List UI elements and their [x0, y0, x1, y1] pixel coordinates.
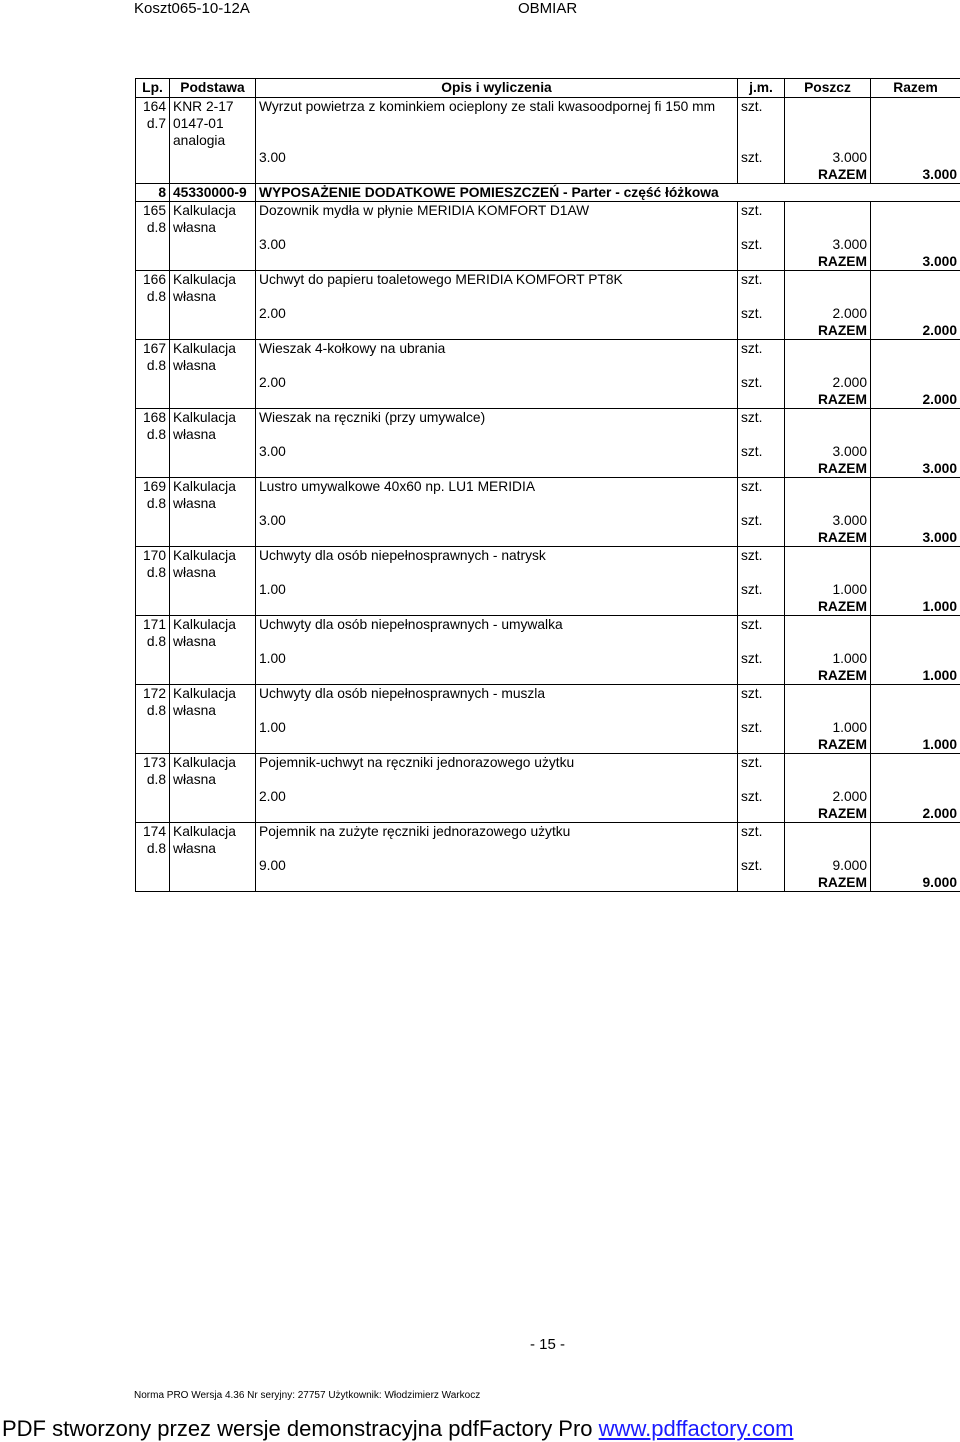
calc-row: [136, 857, 960, 874]
item-podstawa: Kalkulacja własna: [170, 547, 256, 582]
calc-unit: szt.: [738, 236, 785, 253]
calc-row: [136, 788, 960, 805]
item-row: [136, 271, 960, 306]
razem-row: [136, 667, 960, 685]
item-row-164: [136, 98, 960, 150]
item-jm: szt.: [738, 478, 785, 513]
calc-row: [136, 305, 960, 322]
item-podstawa: Kalkulacja własna: [170, 685, 256, 720]
item-podstawa: Kalkulacja własna: [170, 478, 256, 513]
table-header-row: [136, 79, 960, 98]
header-poszcz: Poszcz: [785, 79, 871, 98]
item-podstawa: Kalkulacja własna: [170, 340, 256, 375]
item-row: [136, 685, 960, 720]
obmiar-table: [135, 78, 960, 892]
calc-value: 1.00: [256, 650, 738, 667]
razem-row: [136, 322, 960, 340]
calc-unit: szt.: [738, 719, 785, 736]
item-opis: Dozownik mydła w płynie MERIDIA KOMFORT D1AW: [256, 202, 738, 237]
razem-value: 3.000: [871, 460, 960, 478]
item-podstawa: Kalkulacja własna: [170, 823, 256, 858]
calc-row: [136, 374, 960, 391]
pdf-banner-link[interactable]: www.pdffactory.com: [598, 1416, 794, 1441]
calc-unit: szt.: [738, 149, 785, 166]
item-row: [136, 340, 960, 375]
pdf-banner: [2, 1416, 793, 1442]
item-opis: Wyrzut powietrza z kominkiem ocieplony ze stali kwasoodpornej fi 150 mm: [256, 98, 738, 150]
razem-value: 2.000: [871, 322, 960, 340]
item-lp: 164 d.7: [136, 98, 170, 150]
item-podstawa: Kalkulacja własna: [170, 754, 256, 789]
item-jm: szt.: [738, 409, 785, 444]
razem-value: 1.000: [871, 598, 960, 616]
item-lp: 171 d.8: [136, 616, 170, 651]
razem-label: RAZEM: [785, 529, 871, 547]
calc-row: [136, 650, 960, 667]
poszcz-value: 2.000: [785, 788, 871, 805]
razem-row: [136, 529, 960, 547]
razem-label: RAZEM: [785, 166, 871, 184]
razem-row: [136, 874, 960, 892]
item-jm: szt.: [738, 547, 785, 582]
item-podstawa: Kalkulacja własna: [170, 616, 256, 651]
razem-value: 3.000: [871, 166, 960, 184]
calc-row: [136, 236, 960, 253]
item-podstawa: Kalkulacja własna: [170, 202, 256, 237]
item-opis: Uchwyty dla osób niepełnosprawnych - natrysk: [256, 547, 738, 582]
calc-unit: szt.: [738, 581, 785, 598]
razem-value: 2.000: [871, 805, 960, 823]
razem-value: 3.000: [871, 253, 960, 271]
item-jm: szt.: [738, 340, 785, 375]
poszcz-value: 1.000: [785, 581, 871, 598]
item-opis: Uchwyt do papieru toaletowego MERIDIA KOMFORT PT8K: [256, 271, 738, 306]
item-opis: Wieszak na ręczniki (przy umywalce): [256, 409, 738, 444]
poszcz-value: 3.000: [785, 149, 871, 166]
item-opis: Uchwyty dla osób niepełnosprawnych - umywalka: [256, 616, 738, 651]
calc-value: 2.00: [256, 305, 738, 322]
item-row: [136, 202, 960, 237]
item-row: [136, 754, 960, 789]
calc-unit: szt.: [738, 788, 785, 805]
razem-row: [136, 598, 960, 616]
razem-value: 1.000: [871, 736, 960, 754]
calc-row: [136, 512, 960, 529]
calc-value: 9.00: [256, 857, 738, 874]
razem-label: RAZEM: [785, 667, 871, 685]
section-title: WYPOSAŻENIE DODATKOWE POMIESZCZEŃ - Parter - część łóżkowa: [256, 184, 960, 202]
calc-row-164: [136, 149, 960, 166]
item-row: [136, 823, 960, 858]
item-opis: Pojemnik na zużyte ręczniki jednorazowego użytku: [256, 823, 738, 858]
page-number: - 15 -: [530, 1336, 566, 1353]
razem-label: RAZEM: [785, 322, 871, 340]
item-jm: szt.: [738, 202, 785, 237]
calc-unit: szt.: [738, 512, 785, 529]
calc-value: 3.00: [256, 149, 738, 166]
header-razem: Razem: [871, 79, 960, 98]
calc-value: 3.00: [256, 236, 738, 253]
razem-row: [136, 460, 960, 478]
razem-label: RAZEM: [785, 598, 871, 616]
header-jm: j.m.: [738, 79, 785, 98]
item-jm: szt.: [738, 823, 785, 858]
poszcz-value: 2.000: [785, 374, 871, 391]
document-type: OBMIAR: [518, 0, 578, 17]
pdf-banner-text: PDF stworzony przez wersje demonstracyjna pdfFactory Pro: [2, 1416, 593, 1441]
item-row: [136, 616, 960, 651]
razem-row: [136, 391, 960, 409]
item-lp: 172 d.8: [136, 685, 170, 720]
poszcz-value: 9.000: [785, 857, 871, 874]
item-row: [136, 409, 960, 444]
razem-label: RAZEM: [785, 253, 871, 271]
item-opis: Uchwyty dla osób niepełnosprawnych - muszla: [256, 685, 738, 720]
razem-row: [136, 805, 960, 823]
razem-value: 1.000: [871, 667, 960, 685]
item-lp: 170 d.8: [136, 547, 170, 582]
calc-value: 2.00: [256, 788, 738, 805]
header-lp: Lp.: [136, 79, 170, 98]
section-code: 45330000-9: [170, 184, 256, 202]
calc-value: 3.00: [256, 512, 738, 529]
item-jm: szt.: [738, 685, 785, 720]
poszcz-value: 3.000: [785, 512, 871, 529]
header-opis: Opis i wyliczenia: [256, 79, 738, 98]
item-opis: Wieszak 4-kołkowy na ubrania: [256, 340, 738, 375]
item-lp: 165 d.8: [136, 202, 170, 237]
item-podstawa: KNR 2-17 0147-01 analogia: [170, 98, 256, 150]
document-code: Koszt065-10-12A: [134, 0, 250, 17]
calc-unit: szt.: [738, 305, 785, 322]
razem-row: [136, 253, 960, 271]
calc-row: [136, 443, 960, 460]
item-row: [136, 547, 960, 582]
calc-unit: szt.: [738, 443, 785, 460]
razem-label: RAZEM: [785, 460, 871, 478]
calc-unit: szt.: [738, 374, 785, 391]
item-lp: 167 d.8: [136, 340, 170, 375]
calc-unit: szt.: [738, 857, 785, 874]
calc-row: [136, 719, 960, 736]
razem-value: 9.000: [871, 874, 960, 892]
razem-value: 3.000: [871, 529, 960, 547]
software-footer: Norma PRO Wersja 4.36 Nr seryjny: 27757 Użytkownik: Włodzimierz Warkocz: [134, 1390, 481, 1401]
item-lp: 169 d.8: [136, 478, 170, 513]
section-lp: 8: [136, 184, 170, 202]
item-lp: 173 d.8: [136, 754, 170, 789]
poszcz-value: 3.000: [785, 443, 871, 460]
item-opis: Lustro umywalkowe 40x60 np. LU1 MERIDIA: [256, 478, 738, 513]
poszcz-value: 2.000: [785, 305, 871, 322]
calc-value: 3.00: [256, 443, 738, 460]
calc-value: 1.00: [256, 581, 738, 598]
calc-value: 1.00: [256, 719, 738, 736]
item-jm: szt.: [738, 271, 785, 306]
section-row: [136, 184, 960, 202]
razem-label: RAZEM: [785, 874, 871, 892]
calc-value: 2.00: [256, 374, 738, 391]
item-opis: Pojemnik-uchwyt na ręczniki jednorazowego użytku: [256, 754, 738, 789]
razem-label: RAZEM: [785, 736, 871, 754]
item-lp: 174 d.8: [136, 823, 170, 858]
item-podstawa: Kalkulacja własna: [170, 271, 256, 306]
item-lp: 168 d.8: [136, 409, 170, 444]
item-lp: 166 d.8: [136, 271, 170, 306]
item-row: [136, 478, 960, 513]
razem-label: RAZEM: [785, 391, 871, 409]
item-jm: szt.: [738, 754, 785, 789]
item-podstawa: Kalkulacja własna: [170, 409, 256, 444]
razem-value: 2.000: [871, 391, 960, 409]
header-podstawa: Podstawa: [170, 79, 256, 98]
item-jm: szt.: [738, 616, 785, 651]
item-jm: szt.: [738, 98, 785, 150]
razem-label: RAZEM: [785, 805, 871, 823]
razem-row: [136, 736, 960, 754]
calc-row: [136, 581, 960, 598]
calc-unit: szt.: [738, 650, 785, 667]
razem-row-164: [136, 166, 960, 184]
poszcz-value: 1.000: [785, 650, 871, 667]
poszcz-value: 3.000: [785, 236, 871, 253]
poszcz-value: 1.000: [785, 719, 871, 736]
